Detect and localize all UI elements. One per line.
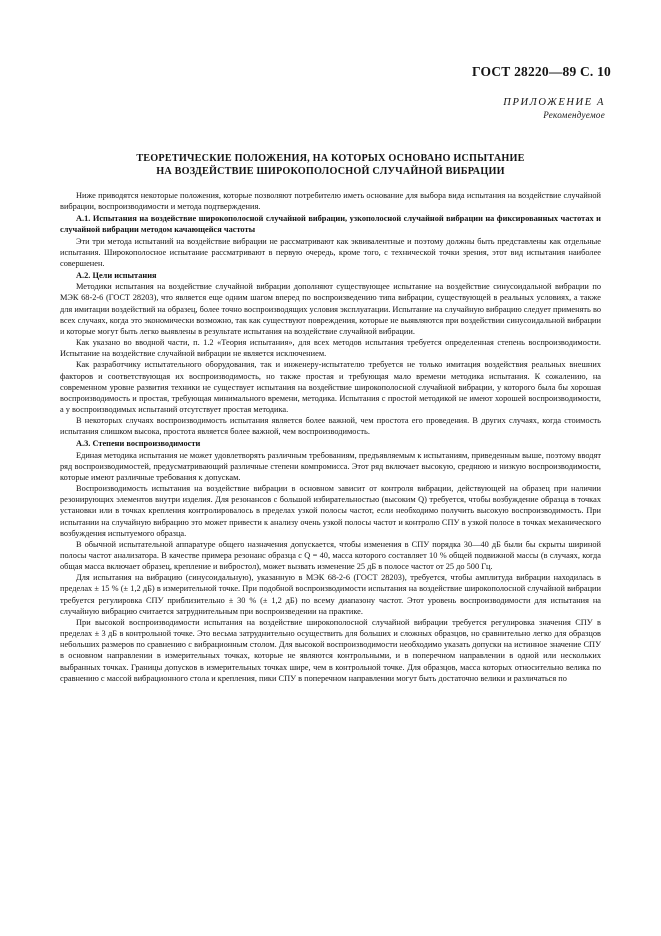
section-a2-paragraph-1: Методики испытания на воздействие случайной вибрации дополняют существующее испытание на воздействие синусоидальной вибрации по МЭК 68-2-6 (ГОСТ 28203), что является еще одним шагом вперед по воспроизведению типа вибрации, существующей в реальных условиях, а также для имитации воздействий на образец, более точно воспроизводящих условия эксплуатации. Испытание на случайную вибрацию следует применять во всех случаях, когда это экономически возможно, так как существуют повреждения, которые не выявляются при воздействии синусоидальной вибрации и которые могут быть легко выявлены в результате испытания на воздействие случайной вибрации. xyxy=(60,282,601,336)
document-body xyxy=(60,190,601,684)
appendix-title: ПРИЛОЖЕНИЕ А xyxy=(503,97,605,108)
section-a3-paragraph-4: Для испытания на вибрацию (синусоидальную), указанную в МЭК 68-2-6 (ГОСТ 28203), требуется, чтобы амплитуда вибрации находилась в пределах ± 15 % (± 1,2 дБ) в измерительной точке. При подобной воспроизводимости испытания на воздействие широкополосной случайной вибрации требуется регулировка СПУ приблизительно ± 30 % (± 1,2 дБ) по всему диапазону частот. Этот уровень воспроизводимости для испытания на случайную вибрацию считается затруднительным при воспроизведении на практике. xyxy=(60,573,601,616)
section-a1-paragraph: Эти три метода испытаний на воздействие вибрации не рассматривают как эквивалентные и поэтому должны быть представлены как отдельные испытания. Широкополосное испытание рассматривают в первую очередь, кроме того, с технической точки зрения, этот вид испытания наиболее совершенен. xyxy=(60,236,601,268)
title-line-2: НА ВОЗДЕЙСТВИЕ ШИРОКОПОЛОСНОЙ СЛУЧАЙНОЙ ВИБРАЦИИ xyxy=(156,166,505,177)
section-a1-heading: А.1. Испытания на воздействие широкополосной случайной вибрации, узкополосной случайной вибрации на фиксированных частотах и случайной вибрации методом качающейся частоты xyxy=(60,214,601,235)
section-a2-paragraph-3: Как разработчику испытательного оборудования, так и инженеру-испытателю требуется не только имитация воздействия реальных внешних факторов и соответствующая их воспроизводимость, но также простая и требующая мало времени методика испытания. К сожалению, на современном уровне развития техники не существует испытания на воздействие широкополосной случайной вибрации, у которого была бы хорошая воспроизводимость и простая, требующая минимального времени, методика. Испытания с простой методикой не имеют хорошей воспроизводимости, а у воспроизводимых испытаний отсутствует простая методика. xyxy=(60,360,601,414)
intro-paragraph: Ниже приводятся некоторые положения, которые позволяют потребителю иметь основание для выбора вида испытания на воздействие случайной вибрации, воспроизводимости и метода подтверждения. xyxy=(60,191,601,212)
standard-reference: ГОСТ 28220—89 С. 10 xyxy=(472,64,611,79)
section-a2-paragraph-2: Как указано во вводной части, п. 1.2 «Теория испытания», для всех методов испытания требуется определенная степень воспроизводимости. Испытание на воздействие случайной вибрации не является исключением. xyxy=(60,338,601,359)
appendix-label xyxy=(503,97,605,120)
title-line-1: ТЕОРЕТИЧЕСКИЕ ПОЛОЖЕНИЯ, НА КОТОРЫХ ОСНОВАНО ИСПЫТАНИЕ xyxy=(136,153,525,164)
section-a3-paragraph-5: При высокой воспроизводимости испытания на воздействие широкополосной случайной вибрации требуется регулировка значения СПУ в пределах ± 3 дБ в контрольной точке. Это весьма затруднительно осуществить для больших и сложных образцов, но сравнительно легко для образцов небольших размеров по сравнению с вибрационным столом. Для высокой воспроизводимости необходимо указать допуски на истинное значение СПУ в основном направлении в измерительных точках, которые не являются контрольными, и в поперечном направлении в одной или нескольких выбранных точках. Границы допусков в измерительных точках шире, чем в контрольной точке. Для образцов, масса которых относительно велика по сравнению с массой вибрационного стола и крепления, пики СПУ в поперечном направлении могут быть достаточно велики и различаться по xyxy=(60,617,601,683)
section-a3-paragraph-3: В обычной испытательной аппаратуре общего назначения допускается, чтобы изменения в СПУ порядка 30—40 дБ были бы скрыты шириной полосы частот анализатора. В качестве примера резонанс образца с Q = 40, масса которого составляет 10 % общей подвижной массы (в случаях, когда общая масса включает образец, крепление и вибростол), может вызвать изменение 25 дБ в полосе частот от 25 до 500 Гц. xyxy=(60,539,601,572)
section-a3-paragraph-1: Единая методика испытания не может удовлетворять различным требованиям, предъявляемым к испытаниям, приведенным выше, поэтому вводят ряд воспроизводимостей, предусматривающий различные степени компромисса. Этот ряд включает высокую, среднюю и низкую воспроизводимости, которые имеют различные требования к допускам. xyxy=(60,450,601,482)
section-a2-paragraph-4: В некоторых случаях воспроизводимость испытания является более важной, чем простота его проведения. В других случаях, когда стоимость испытания слишком высока, простота является более важной, чем воспроизводимость. xyxy=(60,416,601,437)
section-a3-heading: А.3. Степени воспроизводимости xyxy=(76,439,201,449)
appendix-subtitle: Рекомендуемое xyxy=(543,110,605,120)
section-a3-paragraph-2: Воспроизводимость испытания на воздействие вибрации в основном зависит от контроля вибрации, действующей на образец при наличии резонирующих элементов внутри изделия. Для резонансов с большой избирательностью (высоким Q) требуется, чтобы возбуждение образца в точках установки или в точках крепления контролировалось в пределах узкой полосы частот, если необходимо получить высокую воспроизводимость. При испытании на случайную вибрацию это может привести к анализу очень узкой полосы частот и контролю СПУ в узкой полосе в точках механического возбуждения испытуемого образца. xyxy=(60,484,601,538)
document-title xyxy=(60,152,601,178)
section-a2-heading: А.2. Цели испытания xyxy=(76,271,157,281)
